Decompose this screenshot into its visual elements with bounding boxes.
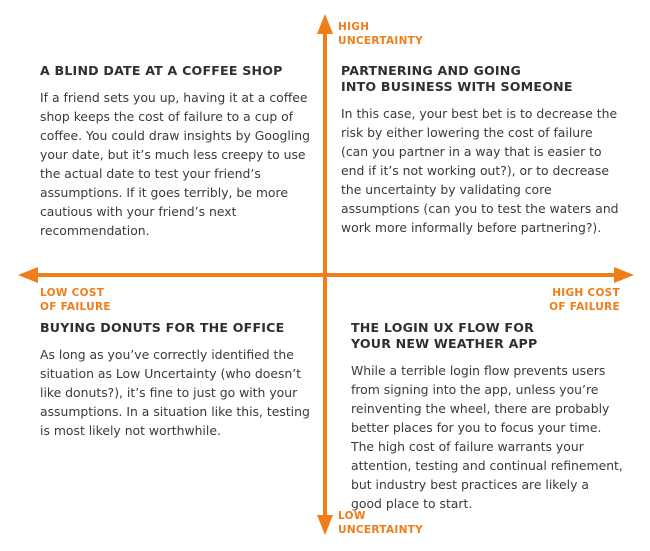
quadrant-top-left [40, 63, 316, 240]
arrow-right-icon [614, 267, 634, 283]
quadrant-body: While a terrible login flow prevents users from signing into the app, unless you’re reinventing the wheel, there are probably better places for you to focus your time. The high cost of failure warrants your attention, testing and continual refinement, but industry best practices are likely a good place to start. [351, 363, 623, 511]
arrow-up-icon [317, 14, 333, 34]
axis-label-low-uncertainty: LOW UNCERTAINTY [338, 510, 424, 536]
quadrant-body: As long as you’ve correctly identified the situation as Low Uncertainty (who doesn’t like donuts?), it’s fine to just go with your assumptions. In a situation like this, testing is most likely not worthwhile. [40, 347, 310, 438]
quadrant-body: In this case, your best bet is to decrease the risk by either lowering the cost of failure (can you partner in a way that is easier to end if it’s not working out?), or to decrease the uncertainty by validating core assumptions (can you to test the waters and work more informally before partnering?). [341, 106, 619, 235]
axis-label-high-uncertainty: HIGH UNCERTAINTY [338, 21, 424, 47]
arrow-left-icon [18, 267, 38, 283]
quadrant-title: PARTNERING AND GOING INTO BUSINESS WITH SOMEONE [341, 63, 573, 94]
quadrant-top-right [341, 63, 619, 237]
arrow-down-icon [317, 515, 333, 535]
quadrant-bottom-left [40, 320, 316, 440]
quadrant-title: BUYING DONUTS FOR THE OFFICE [40, 320, 285, 335]
axis-label-low-cost: LOW COST OF FAILURE [40, 287, 111, 313]
axis-label-high-cost: HIGH COST OF FAILURE [549, 287, 620, 313]
quadrant-title: A BLIND DATE AT A COFFEE SHOP [40, 63, 283, 78]
quadrant-body: If a friend sets you up, having it at a coffee shop keeps the cost of failure to a cup of coffee. You could draw insights by Googling your date, but it’s much less creepy to use the actual date to test your friend’s assumptions. If it goes terribly, be more cautious with your friend’s next recommendation. [40, 90, 310, 238]
quadrant-bottom-right [351, 320, 623, 513]
quadrant-title: THE LOGIN UX FLOW FOR YOUR NEW WEATHER APP [351, 320, 538, 351]
